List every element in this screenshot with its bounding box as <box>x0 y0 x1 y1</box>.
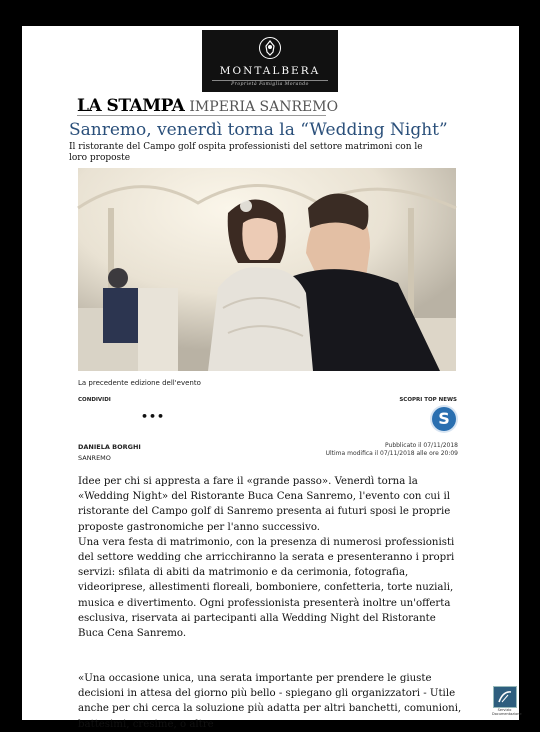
modified-date: Ultima modifica il 07/11/2018 alle ore 20:09 <box>325 450 458 457</box>
documentation-service-logo <box>492 685 522 720</box>
quote-paragraph: «Una occasione unica, una serata importante per prendere le giuste decisioni in attesa del giorno più bello - spiegano gli organizzatori - Utile anche per chi cerca la soluzione più adatta per altri banchetti, comunioni, battesimi, cresime, o altre <box>78 673 462 730</box>
documentation-logo-icon <box>493 686 517 708</box>
documentation-logo-text: Servizio Documentazione <box>492 708 522 716</box>
article-title: Sanremo, venerdì torna la “Wedding Night” <box>69 120 448 140</box>
masthead-edition: IMPERIA SANREMO <box>189 99 339 115</box>
masthead <box>77 96 338 116</box>
publication-info <box>326 442 458 458</box>
masthead-brand: LA STAMPA <box>77 96 185 116</box>
article-body <box>78 474 462 641</box>
article-location: SANREMO <box>78 454 111 462</box>
article-quote <box>78 671 468 732</box>
article-paragraph: Idee per chi si appresta a fare il «grande passo». Venerdì torna la «Wedding Night» del Ristorante Buca Cena Sanremo, l'evento con cui il ristorante del Campo golf di Sanremo presenta ai futuri sposi le proprie proposte gastronomiche per l'anno successivo. <box>78 476 451 533</box>
logo-tagline: Proprietà Famiglia Morando <box>231 82 309 87</box>
logo-divider <box>212 80 328 81</box>
published-date: Pubblicato il 07/11/2018 <box>385 442 458 449</box>
article-photo <box>78 168 456 371</box>
article-paragraph: Una vera festa di matrimonio, con la presenza di numerosi professionisti del settore wedding che arricchiranno la serata e presenteranno i propri servizi: sfilata di abiti da matrimonio e da cerimonia, fotografia, videoriprese, allestimenti floreali, bomboniere, confetteria, torte nuziali, musica e divertimento. Ogni professionista presenterà inoltre un'offerta esclusiva, riservata ai partecipanti alla Wedding Night del Ristorante Buca Cena Sanremo. <box>78 536 455 640</box>
article-subtitle: Il ristorante del Campo golf ospita professionisti del settore matrimoni con le loro proposte <box>69 142 423 163</box>
top-news-link[interactable]: SCOPRI TOP NEWS <box>399 397 457 403</box>
photo-caption: La precedente edizione dell'evento <box>78 379 201 387</box>
more-options-icon[interactable]: ••• <box>141 410 166 423</box>
crest-icon <box>259 37 281 59</box>
montalbera-logo <box>202 30 338 92</box>
clipping-page <box>22 26 522 730</box>
share-button[interactable]: CONDIVIDI <box>78 397 111 403</box>
masthead-divider <box>77 115 326 116</box>
article-author: DANIELA BORGHI <box>78 443 141 451</box>
top-news-badge-icon[interactable]: S <box>432 407 456 431</box>
logo-name: MONTALBERA <box>219 65 321 77</box>
